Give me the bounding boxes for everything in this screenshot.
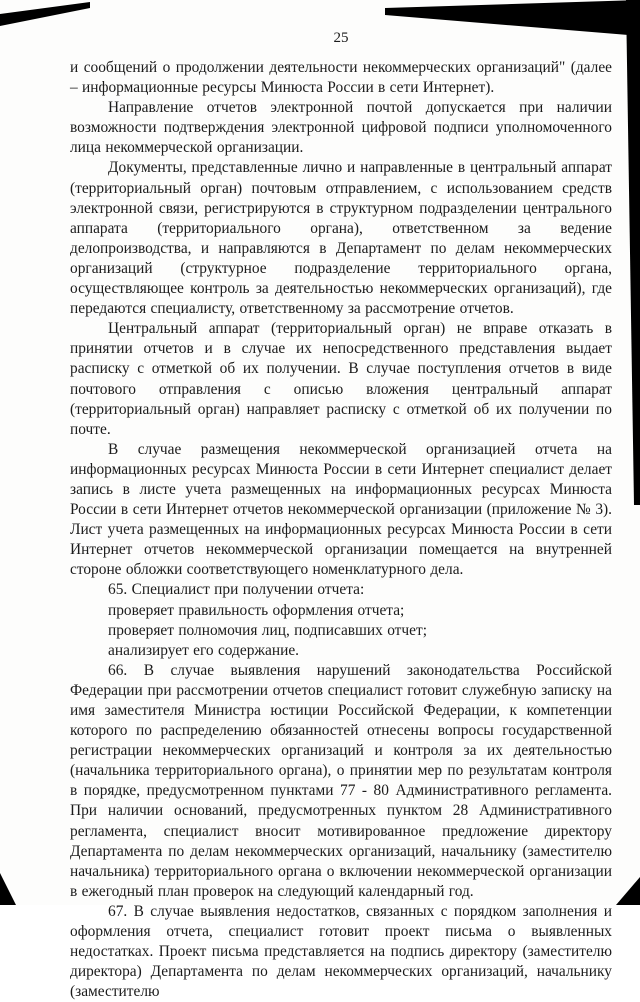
paragraph: Центральный аппарат (территориальный орган) не вправе отказать в принятии отчетов и в случае их непосредственного представления выдает расписку с отметкой об их получении. В случае поступления отчетов в виде почтового отправления с описью вложения центральный аппарат (территориальный орган) направляет расписку с отметкой об их получении по почте. [70,320,612,438]
clause-67-paragraph: 67. В случае выявления недостатков, связанных с порядком заполнения и оформления отчета, специалист готовит проект письма о выявленных недостатках. Проект письма представляется на подпись директору (заместителю директора) Департамента по делам некоммерческих организаций, начальнику (заместителю [70,902,612,1001]
scan-artifact-bottom-right [616,877,640,905]
page-number: 25 [333,30,349,46]
list-item: проверяет правильность оформления отчета; [108,601,405,619]
clause-65-heading: 65. Специалист при получении отчета: [108,581,365,599]
scan-artifact-right-edge [626,0,640,505]
page-content [70,30,612,1002]
list-item: анализирует его содержание. [108,641,300,659]
clause-66-paragraph: 66. В случае выявления нарушений законодательства Российской Федерации при рассмотрении отчетов специалист готовит служебную записку на имя заместителя Министра юстиции Российской Федерации, к компетенции которого по распределению обязанностей отнесены вопросы государственной регистрации некоммерческих организаций и контроля за их деятельностью (начальника территориального органа), о принятии мер по результатам контроля в порядке, предусмотренном пунктами 77 - 80 Административного регламента. При наличии оснований, предусмотренных пунктом 28 Административного регламента, специалист вносит мотивированное предложение директору Департамента по делам некоммерческих организаций, начальнику (заместителю начальника) территориального органа о включении некоммерческой организации в ежегодный план проверок на следующий календарный год. [70,661,612,900]
scan-artifact-top-left [0,0,96,30]
paragraph: В случае размещения некоммерческой организацией отчета на информационных ресурсах Минюста России в сети Интернет специалист делает запись в листе учета размещенных на информационных ресурсах Минюста России в сети Интернет отчетов некоммерческой организации (приложение № 3). Лист учета размещенных на информационных ресурсах Минюста России в сети Интернет отчетов некоммерческой организации помещается на внутренней стороне обложки соответствующего номенклатурного дела. [70,440,612,579]
paragraph: Направление отчетов электронной почтой допускается при наличии возможности подтверждения электронной цифровой подписи уполномоченного лица некоммерческой организации. [70,99,612,157]
scan-artifact-bottom-left [0,873,16,905]
list-item: проверяет полномочия лиц, подписавших отчет; [108,621,427,639]
paragraph: Документы, представленные лично и направленные в центральный аппарат (территориальный орган) почтовым отправлением, с использованием средств электронной связи, регистрируются в структурном подразделении центрального аппарата (территориального органа), ответственном за ведение делопроизводства, и направляются в Департамент по делам некоммерческих организаций (структурное подразделение территориального органа, осуществляющее контроль за деятельностью некоммерческих организаций), где передаются специалисту, ответственному за рассмотрение отчетов. [70,159,612,318]
paragraph: и сообщений о продолжении деятельности некоммерческих организаций" (далее – информационные ресурсы Минюста России в сети Интернет). [70,59,612,97]
